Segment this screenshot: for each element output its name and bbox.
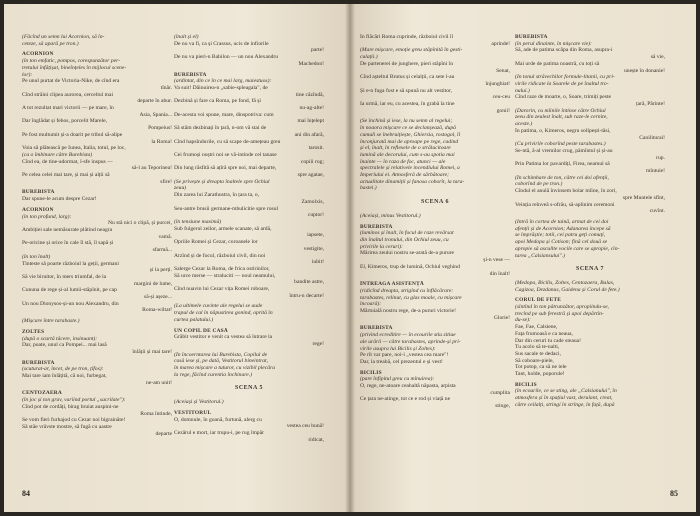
line-gap — [515, 259, 665, 263]
text-line: Și e-n fuga fost e să spună nu alt vestitor, — [360, 87, 453, 94]
text-line: Asia, Spania... — [139, 111, 172, 118]
open-book-spread — [4, 4, 696, 512]
text-line: vestea ceu bună! — [286, 423, 324, 430]
stage-direction-line: (Aceiași și Vestitorul.) — [174, 399, 224, 406]
stage-direction-line: cumuli se înebruițiește, Ghiersia, rostogol, îl — [360, 131, 461, 138]
stage-direction-line: virile asupra lui Bicilis și Zoltes): — [360, 345, 436, 352]
stage-direction-line: zeuu) — [174, 185, 187, 192]
character-name: BICILIS — [515, 381, 537, 388]
text-line: Prin Patima lor pavardiți, Firea, neamul să — [515, 161, 610, 168]
text-line: A tot rezultat mari victorii — pe mare, în — [22, 105, 114, 112]
text-line: Fae, Fae, Calsiene, — [515, 324, 558, 331]
text-line: cuptor! — [307, 212, 324, 219]
stage-direction-line: și el, înalt, în reflexele de o strălucitoare — [360, 145, 451, 152]
stage-direction-line: (în ton emfatic, pompos, corespunzător per- — [22, 58, 121, 65]
stage-direction-line: (scuturat-ar, încet, de pe tron, țîfos): — [22, 366, 104, 373]
page-number-right: 85 — [670, 489, 678, 498]
stage-direction-line: încoară): — [360, 301, 382, 308]
left-page-column-2 — [174, 34, 324, 443]
stage-direction-line: (în tensiune maximă) — [174, 218, 222, 225]
right-page-column-1 — [360, 34, 510, 410]
text-line: să vie, — [650, 54, 665, 61]
text-line: Arzînd și de focul, războiul civil, din noi — [174, 252, 266, 259]
stage-direction-line: (în ecourile, ce se sting, ale „Calsianului", în — [515, 388, 617, 395]
text-line: întru-n decarte! — [289, 292, 324, 299]
stage-direction-line: du-se): — [515, 317, 531, 324]
text-line: Grăbit vestitor e venit ca vestea să întrare la — [174, 334, 273, 341]
page-number-left: 84 — [22, 489, 30, 498]
character-name: ACORNION — [22, 51, 54, 58]
text-line: Pe-oricine și orice în cale îl stă, îl sapă și — [22, 240, 114, 247]
text-line: spre Muntele sfînt, — [622, 194, 665, 201]
scene-heading: SCENA 7 — [575, 266, 604, 273]
stage-direction-line: (Darorin, cu mîinile întinse către Ochiul — [515, 107, 606, 114]
stage-direction-line: (La ultimele cuvinte ale regelui se aude — [174, 303, 263, 310]
stage-direction-line: tretului înfățișat, bineînțeles în mijlocul scene- — [22, 64, 127, 71]
text-line: Să vie biruitor, în mers triumfal, de la — [22, 273, 107, 280]
stage-direction-line: (în joc și ton grav, variind portul „sacrilate"): — [22, 397, 126, 404]
stage-direction-line: (luminos și înalt, în focul de raze revărsat — [360, 230, 454, 237]
stage-direction-line: (înalt și el) — [174, 34, 199, 40]
stage-direction-line: (în perul dinainte, în mișcare vie): — [515, 40, 592, 47]
text-line: sfarmă... — [152, 247, 172, 254]
text-line: Să urce merse — straluciti — noul neamului, — [174, 272, 276, 279]
stage-direction-line: bastei.) — [360, 185, 377, 192]
stage-direction-line: (ridicînd dreapta, strigînd cu înflăcărare: — [360, 287, 454, 294]
text-line: Ia urmă, iar eu, cu acestea, în grabă la tine — [360, 101, 455, 108]
text-line: la Roma! — [151, 138, 172, 145]
character-name: BUREBISTA — [174, 71, 207, 78]
text-line: Mai tare iam înlățită, că noi, furbegat, — [22, 373, 107, 380]
text-line: Din lung răsfită să ațîră spre noi, mai departe, — [174, 165, 277, 172]
stage-direction-line: curtea palatului.) — [174, 316, 214, 323]
text-line: spre agatae, — [297, 172, 324, 179]
text-line: Ambiției sale nemăsurate plătind neagra — [22, 226, 113, 233]
text-line: Tu acolo să te-nalti, — [515, 344, 560, 351]
text-line: Pe celea celei mai tare, și mai și alții să — [22, 172, 110, 179]
stage-direction-line: casă iese și, pe dată, Vestitorul bineintrat, — [174, 358, 268, 365]
text-line: mai înțelept — [297, 118, 324, 125]
stage-direction-line: spectralele și relativele incendiului Romei, a — [360, 165, 460, 172]
character-name: CORUL DE FETE — [515, 297, 562, 304]
text-line: țară, Părinte! — [636, 101, 665, 108]
text-line: Cînd raze de moarte, o, Soare, trimiți peste — [515, 94, 611, 101]
text-line: Cînd ea, de tine-adormat, î-sfe inspus — — [22, 158, 113, 165]
text-line: Dar, poate, unul ca Pompei... mai lasă — [22, 342, 107, 349]
text-line: Fața frumoasă e ca neaua, — [515, 330, 573, 337]
text-line: din înalt! — [489, 270, 510, 277]
text-line: O, domnule, în goană, furtună, alerg cu — [174, 416, 262, 423]
text-line: rege! — [312, 340, 324, 347]
character-name: BUREBISTA — [22, 359, 55, 366]
stage-direction-line: (Se închină și iese, la nu semn al regelui; — [360, 118, 453, 125]
stage-direction-line: către ceilalți, stringi în strînge, în față, după — [515, 401, 615, 408]
stage-direction-line: (Cu privirile coborînd peste tarabastes.) — [515, 141, 606, 148]
text-line: Dar înglădat și febos, porcelit Marele, — [22, 118, 107, 125]
character-name: BUREBISTA — [360, 325, 393, 332]
text-line: departe în abur. — [137, 98, 172, 105]
text-line: departe — [155, 430, 172, 437]
stage-direction-line: culații.) — [360, 54, 378, 61]
text-line: Dar din ceruri tu cade steaua! — [515, 337, 582, 344]
text-line: iapsete, — [307, 232, 324, 239]
text-line: Cînd străini clipea aurorea, cerceltul mai — [22, 91, 114, 98]
stage-direction-line: nului.) — [515, 87, 530, 94]
line-gap — [360, 192, 510, 196]
text-line: Sub fulgerul zeilor, armele scanate, să ardă, — [174, 225, 272, 232]
text-line: Roma-wiltat! — [142, 307, 172, 314]
stage-direction-line: (In tonul străvechilor formule-litanii, cu pri- — [515, 74, 615, 81]
text-line: nu-ag-alte! — [299, 105, 324, 112]
text-line: De nu va fi, ca și Crassus, ucis de infiorile — [174, 40, 269, 47]
text-line: Pe unul purtat de Victoria-Nike, de cînd era — [22, 78, 120, 85]
stage-direction-line: Imperiului ei. Atmosferă de sărbătoare; — [360, 172, 450, 179]
text-line: ridicat, — [308, 436, 324, 443]
stage-direction-line: (Făcînd un semn lui Acornion, să în- — [22, 34, 105, 40]
text-line: tine căzîndă, — [295, 91, 324, 98]
stage-direction-line: înconjurată mai de aproape pe rege, cadind — [360, 138, 459, 145]
stage-direction-line: (ardintat, din ce în ce mai larg, maiestuos): — [174, 78, 272, 85]
text-line: Pe rît var pare, noi-i „vestea cea mare"! — [360, 352, 449, 359]
stage-direction-line: trapul de cal în năpustirea gonind, oprită în — [174, 310, 273, 317]
stage-direction-line: afenții și de Acornion; Adanarea începe să — [515, 225, 611, 232]
text-line: Va suit! Dăinuirea-n „sabie-spleagala", de — [174, 84, 268, 91]
text-line: să-l au Teporinea! — [131, 165, 172, 172]
text-line: Cînd așteltul Brutus și celalții, ca sete l-au — [360, 74, 455, 81]
text-line: Veinția reînveă s-ofrău, să-aplinim ceremoni — [515, 201, 615, 208]
text-line: De nu va pieri-n Babilon — un nou Alexandru — [174, 54, 279, 61]
stage-direction-line: Cagizoa, Dezdanus, Gaidena și Corul de fete.) — [515, 286, 620, 293]
stage-direction-line: atmosfera și în spațiul vast, derulant, creat, — [515, 395, 613, 402]
text-line: ani din afară, — [294, 131, 324, 138]
text-line: unește în donanie! — [623, 67, 665, 74]
text-line: copiii rog; — [300, 158, 324, 165]
character-name: BICILIS — [360, 369, 382, 376]
character-name: BUREBISTA — [360, 223, 393, 230]
stage-direction-line: (Intră în cortea de taină, armat de cei doi — [515, 218, 609, 225]
stage-direction-line: în noaora mișcare ce se declanșează, după — [360, 125, 456, 132]
text-line: să-și așeze... — [144, 294, 172, 301]
character-name: CENTOZAERA — [22, 390, 62, 397]
text-line: Sus sacale te dedaci, — [515, 350, 561, 357]
text-line: Să coboare-piele, — [515, 357, 554, 364]
text-line: mîntuie! — [646, 168, 665, 175]
stage-direction-line: ale urării — către tarabastes, aprinde-și pri- — [360, 338, 461, 345]
stage-direction-line: din înaltul tronului, din Ochiul zeuu, cu — [360, 236, 449, 243]
stage-direction-line: tarea „Calsiansului".) — [515, 252, 566, 259]
stage-direction-line: (Mare mișcare, emoție greu stăpînită în gesti- — [360, 47, 463, 54]
text-line: stinge, — [495, 403, 510, 410]
text-line: sfire! — [160, 178, 172, 185]
stage-direction-line: zeeu din zeulest înalt, sub raze-le cernite, — [515, 114, 608, 121]
text-line: De partenerei de junghere, pieri stăpîni în — [360, 60, 454, 67]
text-line: Mărirea zeului nostru se-arată de-a purure — [360, 250, 454, 257]
text-line: Caniliturai! — [639, 134, 665, 141]
text-line: rup. — [656, 154, 665, 161]
text-line: bandite astre, — [294, 279, 324, 286]
stage-direction-line: în marea mișcare a tuturor, cu vizibil plecăra — [174, 365, 275, 372]
text-line: Pe fost multumit și-a doarit pe tribul să-alipe — [22, 131, 123, 138]
text-line: Cezărul e mort, iar trupu-i, pe rug împăr — [174, 429, 264, 436]
scene-heading: SCENA 5 — [234, 385, 263, 392]
text-line: Salerge Cezar la Roma, de frica ostirinilor, — [174, 265, 270, 272]
text-line: tarosit. — [308, 145, 324, 152]
text-line: cuvînt. — [649, 208, 665, 215]
text-line: El, Kimeros, trup de lumină, Ochiul veghind — [360, 263, 460, 270]
text-line: În flăcări Roma cuprinde, războiul civil îl — [360, 34, 454, 40]
text-line: Cununa de rege și-al lumii-stăpînit, pe cap — [22, 287, 117, 294]
text-line: Cînd pot de cordăți, birag bruiat auspini-ne — [22, 403, 119, 410]
text-line: iubit! — [311, 259, 324, 266]
text-line: Glorie! — [493, 314, 510, 321]
text-line: Se vom fieri furhajod cu Cezar noi bigrainăte! — [22, 417, 126, 424]
stage-direction-line: (Mișcare între tarabaste.) — [22, 318, 80, 325]
text-line: Cînd nuavin lui Cezar vița Romei roboare, — [174, 286, 270, 293]
stage-direction-line: (Medopa, Bicilis, Zoltes, Centozaera, Balas, — [515, 279, 615, 286]
text-line: gonii! — [496, 107, 510, 114]
stage-direction-line: aceste.) — [515, 121, 533, 128]
text-line: În patima, o, Kimeros, negru sollpești-tăsi, — [515, 127, 611, 134]
text-line: Mai urde de patima noastră, cu toți să — [515, 60, 600, 67]
stage-direction-line: tarabastes, relinut, cu glas moale, cu mișcare — [360, 294, 462, 301]
stage-direction-line: (în ton înalt) — [22, 253, 51, 260]
stage-direction-line: (privind ecreditire — în ecourile stiu zitiue — [360, 332, 456, 339]
text-line: Cîndul el anulă învinsem bolar mîine, în zori, — [515, 188, 617, 195]
text-line: Seu-antre brusii germane-mbulicitie spre rosul — [174, 205, 279, 212]
stage-direction-line: ceteze, să apară pe tron.) — [22, 40, 79, 47]
text-line: vestigite, — [303, 245, 324, 252]
character-name: ÎNTREAGA ASISTENȚĂ — [360, 281, 424, 288]
stage-direction-line: (Aceiași, minus Vestitorul.) — [360, 212, 421, 219]
text-line: ne-am unit! — [146, 379, 172, 386]
text-line: Dezbină și fare ca Roma, pe fond, fă și — [174, 98, 261, 105]
text-line: margini de lume, — [134, 280, 172, 287]
stage-direction-line: (În încoerntarea lui Burebista, Copilul de — [174, 351, 268, 358]
character-name: ACORNION — [22, 206, 54, 213]
text-line: Dar, la treabă, cel prezentul e și vest! — [360, 358, 443, 365]
text-line: și la perți. — [149, 267, 172, 274]
stage-direction-line: apoi Medopa și Cotison; fină cel două se — [515, 239, 608, 246]
line-gap — [174, 378, 324, 382]
stage-direction-line: (pare înfipitul greu cu mînuirea): — [360, 376, 435, 383]
text-line: Se-ntă, ă-al vremilor crug, pămîntul și și-au — [515, 147, 613, 154]
stage-direction-line: (în ton profund, larg): — [22, 213, 72, 220]
stage-direction-line: înainte — în raza de foc, atunci — ale — [360, 158, 446, 165]
stage-direction-line: (Se privește și dreapta înaltele spre Ochiul — [174, 178, 270, 185]
stage-direction-line: lumină ale decorului, cum s-au spotia mai — [360, 151, 455, 158]
text-line: înjunghiat! — [485, 80, 510, 87]
text-line: cumplita — [490, 389, 510, 396]
book-gutter — [345, 4, 355, 512]
stage-direction-line: trecînd pe sub ferestră și apoi depărtîn- — [515, 310, 604, 317]
text-line: Un nou Dionysos-și-un nou Alexandru, din — [22, 300, 119, 307]
text-line: Nu stă nici o clipă, și purcei, — [107, 220, 172, 227]
text-line: și-n vese — — [483, 257, 510, 264]
character-name: UN COPIL DE CASĂ — [174, 327, 228, 334]
text-line: aprinde! — [491, 40, 510, 47]
stage-direction-line: actualitate dinamiții și fanosa coborît, la tara- — [360, 178, 465, 185]
left-page — [4, 4, 350, 512]
stage-direction-line: (sîntînd în ton pătrunzător, apropiindu-se, — [515, 304, 609, 311]
left-page-column-1 — [22, 34, 172, 437]
stage-direction-line: lor): — [22, 71, 33, 78]
text-line: înlății și mai tare! — [132, 348, 172, 355]
character-name: ZOLTES — [22, 328, 45, 335]
stage-direction-line: (după o scurtă tăcere, insinuant): — [22, 335, 98, 342]
right-page-column-2 — [515, 34, 665, 409]
stage-direction-line: (În schimbare de ton, către cei doi afenții, — [515, 174, 609, 181]
text-line: parte! — [310, 47, 324, 54]
text-line: De-acesta voi spune, mare, dinspotriva: cum — [174, 111, 274, 118]
stage-direction-line: coborînd de pe tron.) — [515, 181, 563, 188]
stage-direction-line: virile ridicate la Soarele de pe înaltul tro- — [515, 80, 609, 87]
text-line: Dar spune-le acum despre Cezar! — [22, 196, 97, 203]
text-line: tînăr. — [160, 84, 172, 91]
text-line: Să stăm dezbinați în țară, n-om vă stai de — [174, 125, 267, 132]
stage-direction-line: apropie să ascullte vocile care se apropie, cîn- — [515, 245, 620, 252]
stage-direction-line: (ca o îmbinare către Burebista) — [22, 151, 93, 158]
character-name: BUREBISTA — [515, 34, 548, 40]
text-line: Tot potop, ca să ne iele — [515, 364, 567, 371]
stage-direction-line: privirile la ceruri): — [360, 243, 403, 250]
text-line: Cînd hapsîndurile, cu să scape de-amețeau greu — [174, 138, 281, 145]
text-line: Mărtuială nostru rege, de-a pururi victorie! — [360, 308, 456, 315]
text-line: Senat, — [496, 67, 510, 74]
character-name: VESTITORUL — [174, 409, 212, 416]
text-line: Machedon! — [298, 60, 324, 67]
character-name: BUREBISTA — [22, 189, 55, 196]
right-page — [350, 4, 696, 512]
text-line: Opriile Romei și Cezar, coroanele lor — [174, 239, 258, 246]
text-line: O, rege, ne-atoare ceahaltă năpasta, arpista — [360, 383, 456, 390]
text-line: Tant, holde, poporule! — [515, 371, 565, 378]
text-line: ceu-ceu — [492, 94, 510, 101]
stage-direction-line: se împrăștie; totii, cei patru geți comuți, — [515, 232, 606, 239]
text-line: Zamolxis, — [301, 198, 324, 205]
text-line: vamă. — [158, 233, 172, 240]
text-line: Să stăe vrăvste mostre, să fugă cu aastre — [22, 423, 112, 430]
text-line: Pompeius! — [148, 125, 172, 132]
text-line: Voia să plătească pe Iunea, Italia, totul, pe loc, — [22, 145, 126, 152]
text-line: Din zarea lui Zarathustra, în țara ta, o, — [174, 192, 260, 199]
text-line: Roma întinde, — [140, 410, 172, 417]
text-line: Ce țara ne-atinge, tot ce e rod și viață ne — [360, 396, 451, 403]
text-line: Cei frumoși noștri noi se vă-intinde cel tanase — [174, 151, 277, 158]
text-line: Să, ade de patima scăpa din Roma, asupra-i — [515, 47, 613, 54]
stage-direction-line: la rege, făcînd curentia închinare.) — [174, 371, 252, 378]
text-line: Tinteste să poarte războiul la geții, germani — [22, 260, 119, 267]
scene-heading: SCENA 6 — [420, 199, 449, 206]
